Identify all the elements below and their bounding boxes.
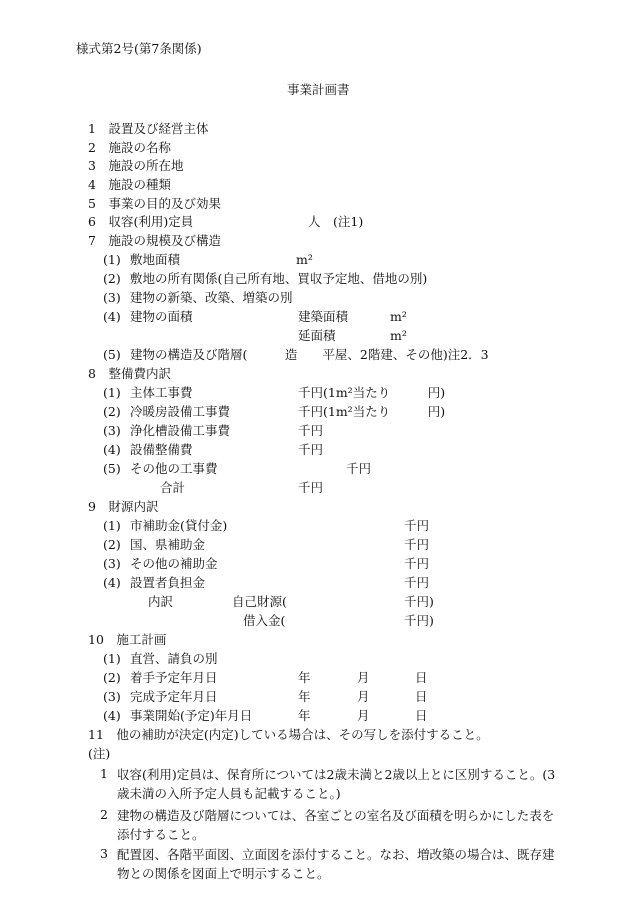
notes-header: (注) bbox=[88, 746, 111, 761]
business-start-date-label: 事業開始(予定)年月日 bbox=[130, 708, 253, 723]
note-2: 建物の構造及び階層については、各室ごとの室名及び面積を明らかにした表を添付すること。 bbox=[117, 808, 555, 842]
item-number: (4) bbox=[103, 309, 121, 324]
main-works-label: 主体工事費 bbox=[130, 385, 193, 400]
equipment-cost-label: 設備整備費 bbox=[130, 442, 193, 457]
section-6: 6 収容(利用)定員 bbox=[88, 214, 194, 229]
construction-type-label: 建物の新築、改築、増築の別 bbox=[130, 290, 293, 305]
month-label: 月 bbox=[357, 689, 370, 704]
item-number: (4) bbox=[103, 708, 121, 723]
completion-date-label: 完成予定年月日 bbox=[130, 689, 218, 704]
day-label: 日 bbox=[415, 689, 428, 704]
founder-burden-label: 設置者負担金 bbox=[130, 575, 206, 590]
year-label: 年 bbox=[298, 708, 311, 723]
section-5: 5 事業の目的及び効果 bbox=[88, 196, 221, 211]
item-number: (1) bbox=[103, 252, 121, 267]
note-number: 3 bbox=[100, 846, 108, 861]
direct-or-contract-label: 直営、請負の別 bbox=[130, 651, 218, 666]
start-date-label: 着手予定年月日 bbox=[130, 670, 218, 685]
section-8: 8 整備費内訳 bbox=[88, 366, 171, 381]
capacity-unit: 人 (注1) bbox=[308, 214, 364, 229]
building-area-label: 建物の面積 bbox=[130, 309, 193, 324]
month-label: 月 bbox=[357, 708, 370, 723]
item-number: (2) bbox=[103, 670, 121, 685]
septic-works-unit: 千円 bbox=[298, 423, 324, 438]
day-label: 日 bbox=[415, 708, 428, 723]
main-works-unit: 千円(1m²当たり 円) bbox=[298, 385, 446, 400]
note-1: 収容(利用)定員は、保育所については2歳未満と2歳以上とに区別すること。(3歳未満の入所予定人員も記載すること。) bbox=[117, 767, 556, 801]
form-label: 様式第2号(第7条関係) bbox=[76, 41, 202, 56]
total-label: 合計 bbox=[160, 480, 186, 495]
total-floor-area-unit: m² bbox=[390, 328, 407, 343]
site-ownership-label: 敷地の所有関係(自己所有地、買収予定地、借地の別) bbox=[130, 271, 428, 286]
loan-label: 借入金( bbox=[243, 613, 286, 628]
section-10: 10 施工計画 bbox=[88, 632, 167, 647]
item-number: (1) bbox=[103, 518, 121, 533]
own-funds-unit: 千円) bbox=[404, 594, 434, 609]
section-4: 4 施設の種類 bbox=[88, 177, 171, 192]
note-3: 配置図、各階平面図、立面図を添付すること。なお、増改築の場合は、既存建物との関係を図面上で明示すること。 bbox=[117, 847, 555, 881]
septic-works-label: 浄化槽設備工事費 bbox=[130, 423, 231, 438]
item-number: (2) bbox=[103, 271, 121, 286]
site-area-label: 敷地面積 bbox=[130, 252, 181, 267]
section-9: 9 財源内訳 bbox=[88, 499, 159, 514]
day-label: 日 bbox=[415, 670, 428, 685]
city-subsidy-unit: 千円 bbox=[404, 518, 430, 533]
item-number: (5) bbox=[103, 461, 121, 476]
item-number: (3) bbox=[103, 556, 121, 571]
item-number: (2) bbox=[103, 537, 121, 552]
national-subsidy-label: 国、県補助金 bbox=[130, 537, 206, 552]
section-3: 3 施設の所在地 bbox=[88, 158, 184, 173]
item-number: (4) bbox=[103, 442, 121, 457]
year-label: 年 bbox=[298, 670, 311, 685]
total-unit: 千円 bbox=[298, 480, 324, 495]
page-title: 事業計画書 bbox=[287, 82, 350, 97]
note-number: 1 bbox=[100, 766, 108, 781]
building-footprint-label: 建築面積 bbox=[298, 309, 349, 324]
item-number: (4) bbox=[103, 575, 121, 590]
other-works-label: その他の工事費 bbox=[130, 461, 218, 476]
building-footprint-unit: m² bbox=[390, 309, 407, 324]
city-subsidy-label: 市補助金(貸付金) bbox=[130, 518, 228, 533]
section-7: 7 施設の規模及び構造 bbox=[88, 233, 221, 248]
section-11: 11 他の補助が決定(内定)している場合は、その写しを添付すること。 bbox=[88, 727, 489, 742]
building-structure-label: 建物の構造及び階層( 造 平屋、2階建、その他)注2．3 bbox=[130, 347, 489, 362]
note-number: 2 bbox=[100, 807, 108, 822]
item-number: (1) bbox=[103, 651, 121, 666]
total-floor-area-label: 延面積 bbox=[298, 328, 336, 343]
other-subsidy-unit: 千円 bbox=[404, 556, 430, 571]
item-number: (3) bbox=[103, 689, 121, 704]
own-funds-label: 自己財源( bbox=[232, 594, 287, 609]
site-area-unit: m² bbox=[296, 252, 313, 267]
loan-unit: 千円) bbox=[404, 613, 434, 628]
item-number: (3) bbox=[103, 290, 121, 305]
item-number: (3) bbox=[103, 423, 121, 438]
year-label: 年 bbox=[298, 689, 311, 704]
breakdown-label: 内訳 bbox=[148, 594, 174, 609]
item-number: (2) bbox=[103, 404, 121, 419]
hvac-works-unit: 千円(1m²当たり 円) bbox=[298, 404, 446, 419]
month-label: 月 bbox=[357, 670, 370, 685]
other-subsidy-label: その他の補助金 bbox=[130, 556, 218, 571]
section-1: 1 設置及び経営主体 bbox=[88, 121, 209, 136]
other-works-unit: 千円 bbox=[346, 461, 372, 476]
founder-burden-unit: 千円 bbox=[404, 575, 430, 590]
hvac-works-label: 冷暖房設備工事費 bbox=[130, 404, 231, 419]
item-number: (5) bbox=[103, 347, 121, 362]
section-2: 2 施設の名称 bbox=[88, 140, 171, 155]
national-subsidy-unit: 千円 bbox=[404, 537, 430, 552]
equipment-cost-unit: 千円 bbox=[298, 442, 324, 457]
item-number: (1) bbox=[103, 385, 121, 400]
